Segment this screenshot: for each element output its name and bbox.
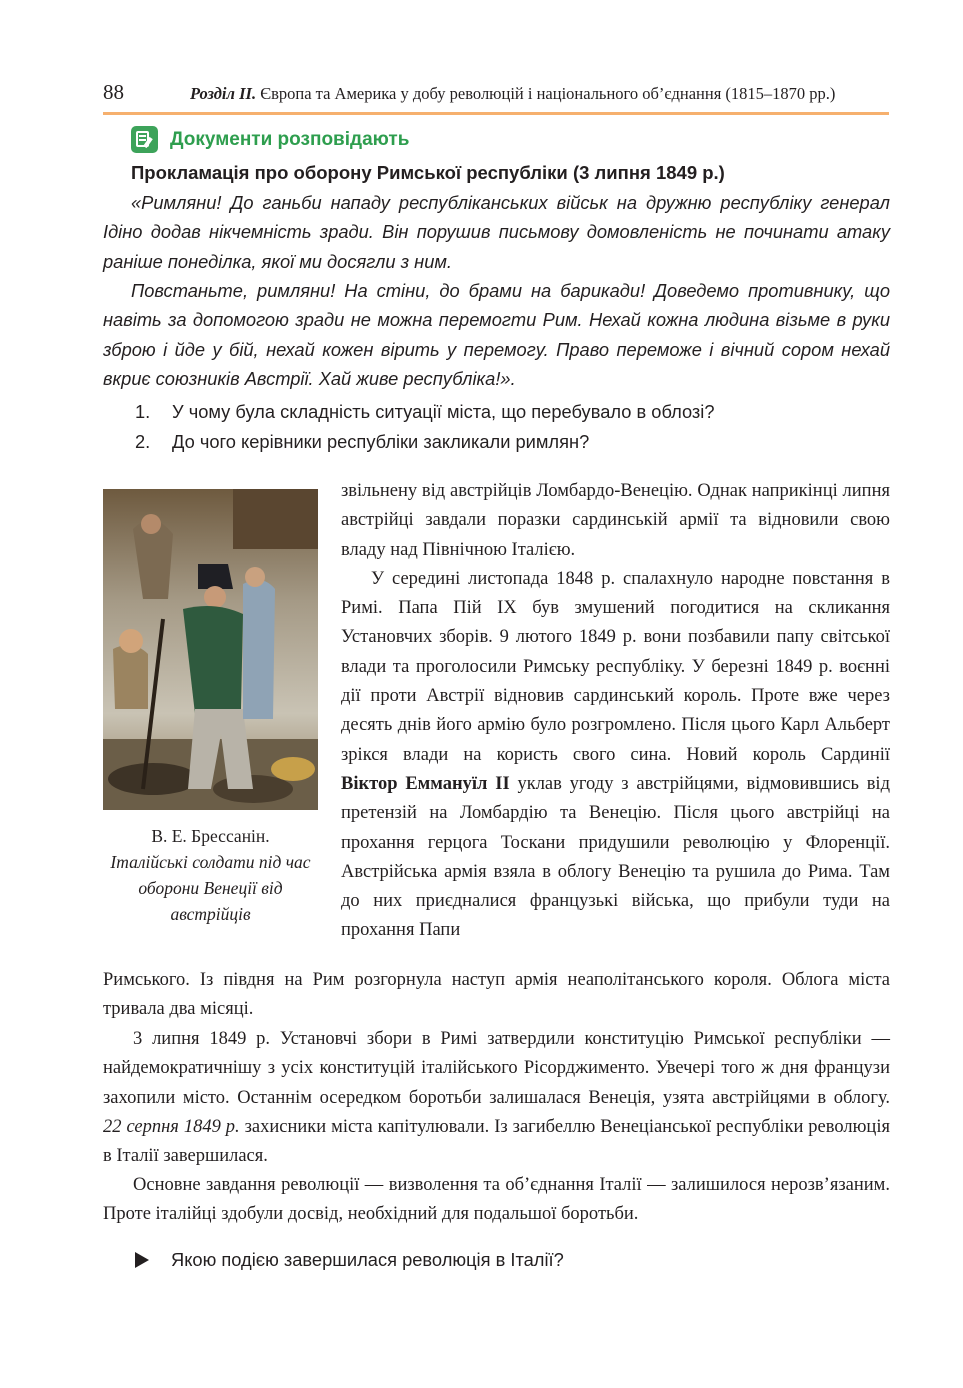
paragraph [103, 1025, 890, 1171]
question-number: 1. [135, 401, 151, 422]
paragraph-text: Основне завдання революції — визволення та об’єднання Італії — залишилося нерозв’язаним. Проте італійці здобули досвід, необхідний для подальшої боротьби. [103, 1175, 890, 1225]
paragraph-text: У середині листопада 1848 р. спалахнуло народне повстання в Римі. Папа Пій IX був змушений погодитися на скликання Установчих зборів. 9 лютого 1849 р. вони позбавили папу світської влади та проголосили Римську республіку. У березні 1849 р. воєнні дії проти Австрії відновив сардинський король. Проте вже через десять днів його армію було розгромлено. Після цього Карл Альберт зрікся влади на користь свого сина. Новий король Сардинії [341, 568, 890, 765]
running-head [190, 84, 835, 104]
figure-title: Італійські солдати під час оборони Венеції від австрійців [110, 852, 311, 924]
main-text-column [341, 477, 890, 946]
paragraph-text: Римського. Із півдня на Рим розгорнула наступ армія неаполітанського короля. Облога міста тривала два місяці. [103, 970, 890, 1020]
paragraph: звільнену від австрійців Ломбардо-Венецію. Однак наприкінці липня австрійці завдали поразки сардинській армії та відновили свою владу над Північною Італією. [341, 481, 890, 560]
proclamation-paragraph [103, 276, 890, 393]
figure-caption [103, 823, 318, 927]
documents-label: Документи розповідають [170, 128, 410, 150]
documents-heading [131, 126, 409, 153]
question-item [135, 397, 715, 427]
paragraph [103, 966, 890, 1025]
paragraph-text: уклав угоду з австрійцями, відмовившись від претензій на Ломбардію та Венецію. Після цього австрійці на прохання герцога Тоскани придушили революцію у Флоренції. Австрійська армія взяла в облогу Венецію та рушила до Рима. Там до них приєдналися французькі війська, що прибули туди на прохання Папи [341, 773, 890, 941]
question-text: До чого керівники республіки закликали римлян? [172, 430, 590, 452]
paragraph-text [103, 1025, 890, 1171]
highlighted-name: Віктор Еммануїл II [341, 773, 510, 794]
question-item [135, 427, 715, 457]
figure-author: В. Е. Брессанін. [151, 826, 270, 846]
text-run: захисники міста капітулювали. Із загибеллю Венеціанської республіки революція в Італії завершилася. [103, 1116, 890, 1167]
page-number: 88 [103, 80, 124, 104]
question-list [135, 397, 715, 456]
section-label: Розділ ІІ. [190, 84, 257, 103]
proclamation-title: Прокламація про оборону Римської республіки (3 липня 1849 р.) [131, 162, 725, 183]
question-number: 2. [135, 430, 151, 452]
paragraph [103, 1171, 890, 1230]
quote-text: Повстаньте, римляни! На стіни, до брами на барикади! Доведемо противнику, що навіть за допомогою зради не можна перемогти Рим. Нехай кожна людина візьме в руки зброю і йде у бій, нехай кожен вірить у перемогу. Право переможе і вічний сором нехай вкриє союзників Австрії. Хай живе республіка!». [103, 280, 890, 389]
final-question [135, 1249, 564, 1271]
document-pencil-icon [131, 126, 158, 153]
triangle-bullet-icon [135, 1252, 149, 1268]
highlighted-date: 22 серпня 1849 р. [103, 1116, 240, 1137]
paragraph [341, 565, 890, 946]
header-rule [103, 112, 889, 115]
final-question-text: Якою подією завершилася революція в Італії? [171, 1249, 564, 1270]
question-text: У чому була складність ситуації міста, що перебувало в облозі? [172, 401, 715, 422]
section-title: Європа та Америка у добу революцій і національного об’єднання (1815–1870 рр.) [260, 84, 836, 103]
proclamation-paragraph [103, 188, 890, 276]
painting-illustration [103, 489, 318, 810]
text-run: 3 липня 1849 р. Установчі збори в Римі затвердили конституцію Римської республіки — найдемократичнішу з усіх конституцій італійського Рісорджименто. Увечері того ж дня французи захопили місто. Останнім осередком боротьби залишалася Венеція, узята австрійцями в облогу. [103, 1029, 890, 1108]
quote-text: «Римляни! До ганьби нападу республіканських військ на дружню республіку генерал Ідіно додав нікчемність зради. Він порушив письмову домовленість не починати атаку раніше понеділка, якої ми досягли з ним. [103, 192, 890, 272]
